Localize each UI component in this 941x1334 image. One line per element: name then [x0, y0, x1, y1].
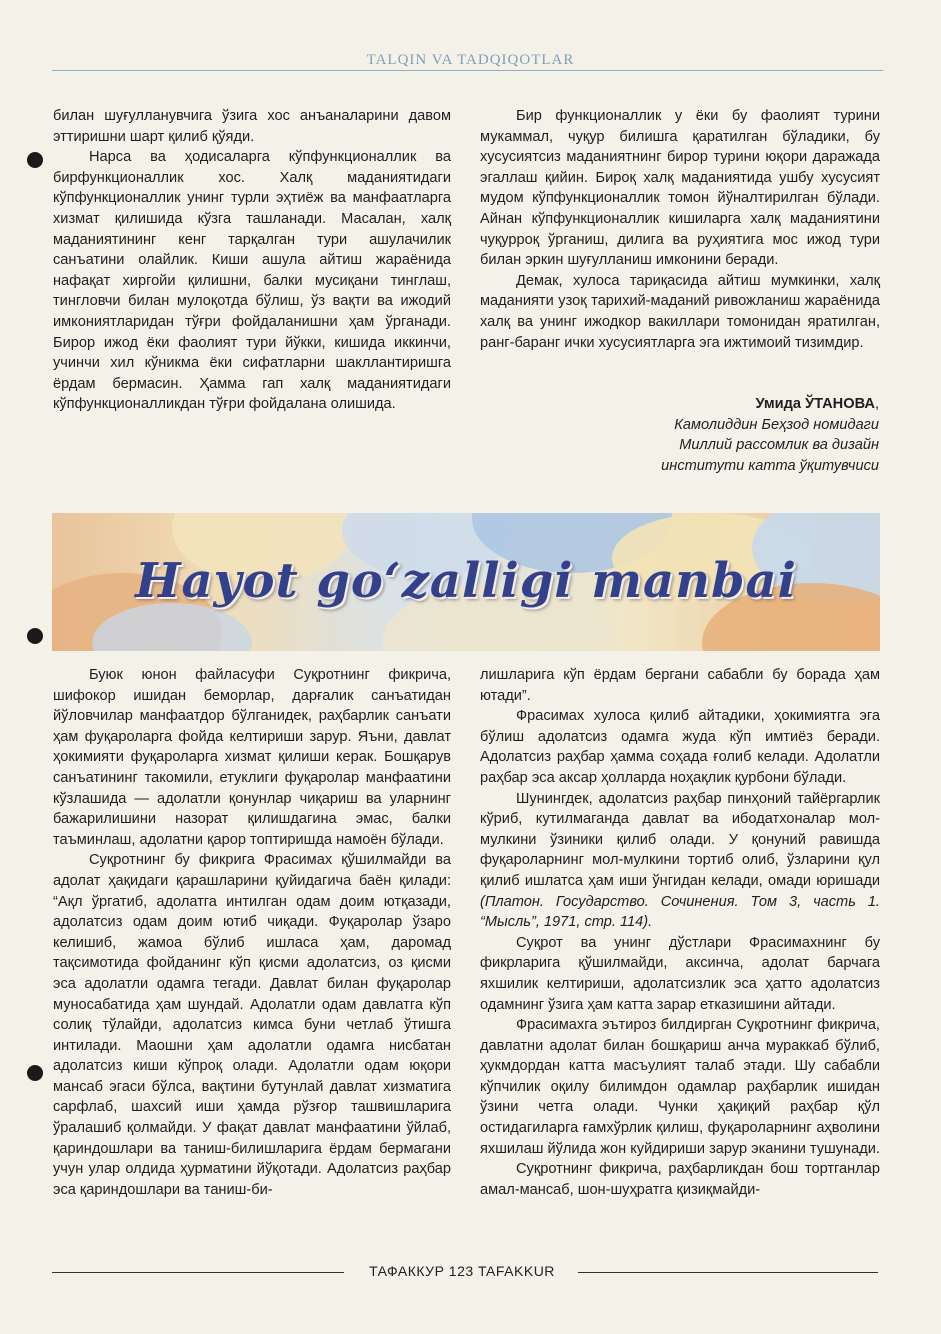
paragraph: Бир функционаллик у ёки бу фаолият турини мукаммал, чуқур билишга қаратилган бўладики, бу хусусиятсиз маданиятнинг бирор турини юқори даражада эгаллаш қийин. Бироқ халқ маданиятида ушбу хусусият мудом кўпфункционаллик томон йўналтирилган бўлади. Айнан кўпфункционаллик кишиларга халқ маданиятини чуқурроқ ўрганиш, дилига ва руҳиятига мос ижод тури билан эркин шуғулланиш имконини беради.: [480, 108, 880, 269]
author-comma: ,: [874, 396, 879, 412]
article-title-banner: [52, 513, 880, 651]
author-signature: [559, 394, 879, 476]
article-title: Hayot go‘zalligi manbai: [135, 553, 797, 609]
paragraph: Суқротнинг фикрича, раҳбарликдан бош тортганлар амал-мансаб, шон-шуҳратга қизиқмайди-: [480, 1161, 880, 1198]
bottom-right-column: [480, 665, 880, 1200]
paragraph: билан шуғулланувчига ўзига хос анъаналарини давом эттиришни шарт қилиб қўяди.: [53, 108, 451, 145]
running-header: TALQIN VA TADQIQOTLAR: [366, 52, 575, 68]
author-name-line: [559, 394, 879, 415]
paragraph: Буюк юнон файласуфи Суқротнинг фикрича, шифокор ишидан беморлар, дарғалик санъатидан йўловчилар манфаатдор бўлганидек, раҳбарлик санъати ҳам фуқароларга фойда келтириши зарур. Яъни, давлат ҳокимияти фуқароларга хизмат қилиши керак. Бошқарув санъатининг такомили, етуклиги фуқаролар манфаатини кўзлашида — адолатли қонунлар чиқариш ва уларнинг бажарилишини назорат қилишдагина эмас, балки таъминлаш, адолатни қарор топтиришда намоён бўлади.: [53, 667, 451, 848]
header-rule: [52, 70, 883, 71]
binder-hole: [27, 152, 43, 168]
bottom-left-column: [53, 665, 451, 1200]
paragraph: Демак, хулоса тариқасида айтиш мумкинки, халқ маданияти узоқ тарихий-маданий ривожланиш жараёнида халқ ва унинг ижодкор вакиллари томонидан яратилган, ранг-баранг ички хусусиятларга эга ижтимоий тизимдир.: [480, 272, 880, 351]
page-footer: ТАФАККУР 123 TAFAKKUR: [369, 1263, 555, 1279]
paragraph-text: Шунингдек, адолатсиз раҳбар пинҳоний тайёргарлик кўриб, кутилмаганда давлат ва ибодатхоналар мол-мулкини ўзиники қилиб олади. У қонуний равишда фуқароларнинг мол-мулкини тортиб олиб, ўзларини қул қилиб ишлатса ҳам иши ўнгидан келади, омади юришади: [480, 790, 880, 889]
footer-rule: [578, 1272, 878, 1273]
author-name: Умида ЎТАНОВА: [755, 396, 875, 412]
author-affiliation-line: Миллий рассомлик ва дизайн: [679, 437, 879, 454]
binder-hole: [27, 1065, 43, 1081]
paragraph: лишларига кўп ёрдам бергани сабабли бу борада ҳам ютади”.: [480, 667, 880, 704]
paragraph: Нарса ва ҳодисаларга кўпфункционаллик ва бирфункционаллик хос. Халқ маданиятидаги кўпфункционаллик унинг турли эҳтиёж ва манфаатларга хизмат қилишида кўзга ташланади. Масалан, халқ маданиятининг кенг тарқалган тури ашулачилик санъатини олайлик. Киши ашула айтиш жараёнида нафақат хиргойи қилишни, балки мусиқани тинглаш, тингловчи билан мулоқотда бўлиш, ўз вақти ва ижодий имкониятларидан тўғри фойдаланишни ҳам ўрганади. Бирор ижод ёки фаолият тури йўкки, кишида иккинчи, учинчи хил кўникма ёки сифатларни шакллантиришга ёрдам бермасин. Ҳамма гап халқ маданиятидаги кўпфункционалликдан тўғри фойдалана олишида.: [53, 149, 451, 413]
citation: (Платон. Государство. Сочинения. Том 3, часть 1. “Мысль”, 1971, стр. 114).: [480, 893, 880, 931]
paragraph: Суқротнинг бу фикрига Фрасимах қўшилмайди ва адолат ҳақидаги қарашларини қуйидагича баён қилади: “Ақл ўргатиб, адолатга интилган одам доим ютқазади, адолатсиз одам доим ютиб чиқади. Фуқаролар ўзаро келишиб, жамоа бўлиб ишласа ҳам, даромад тақсимотида фойданинг кўп қисми адолатсиз, оз қисми эса адолатли одамга тегади. Давлат билан фуқаролар муносабатида ҳам шундай. Адолатли одам давлатга кўп солиқ тўлайди, адолатсиз кимса буни четлаб ўтишга интилади. Маошни ҳам адолатли одамга нисбатан адолатсиз киши кўпроқ олади. Адолатли одам юқори мансаб эгаси бўлса, вақтини бутунлай давлат хизматига сарфлаб, шахсий иши ҳамда рўзғор ташвишларига ўралашиб қолмайди. У фақат давлат манфаатини ўйлаб, қариндошлари ва таниш-билишларига ёрдам бермагани учун улар олдида ҳурматини йўқотади. Адолатсиз раҳбар эса қариндошлари ва таниш-би-: [53, 852, 451, 1198]
paragraph: Фрасимахга эътироз билдирган Суқротнинг фикрича, давлатни адолат билан бошқариш анча мураккаб бўлиб, ҳукмдордан катта масъулият талаб этади. Шу сабабли кўпчилик оқилу билимдон одамлар раҳбарлик ишидан ўзини четга олади. Чунки ҳақиқий раҳбар қўл остидагиларга ғамхўрлик қилиш, фуқароларнинг аҳволини яхшилаш йўлида жон куйдириши зарур эканини тушунади.: [480, 1017, 880, 1157]
top-right-column: [480, 106, 880, 353]
paragraph: [480, 789, 880, 933]
paragraph: Суқрот ва унинг дўстлари Фрасимахнинг бу фикрларига қўшилмайди, аксинча, адолат барчага яхшилик келтириши, адолатсизлик эса ҳатто адолатсиз одамнинг ўзига ҳам катта зарар етказишини айтади.: [480, 934, 880, 1013]
author-affiliation-line: Камолиддин Беҳзод номидаги: [674, 416, 879, 433]
author-affiliation-line: институти катта ўқитувчиси: [661, 457, 879, 474]
paragraph: Фрасимах хулоса қилиб айтадики, ҳокимиятга эга бўлиш адолатсиз одамга жуда кўп имтиёз беради. Адолатсиз раҳбар ҳамма соҳада ғолиб келади. Адолатли раҳбар эса аксар ҳолларда ноҳақлик қурбони бўлади.: [480, 708, 880, 786]
top-left-column: [53, 106, 451, 415]
binder-hole: [27, 628, 43, 644]
footer-rule: [52, 1272, 344, 1273]
